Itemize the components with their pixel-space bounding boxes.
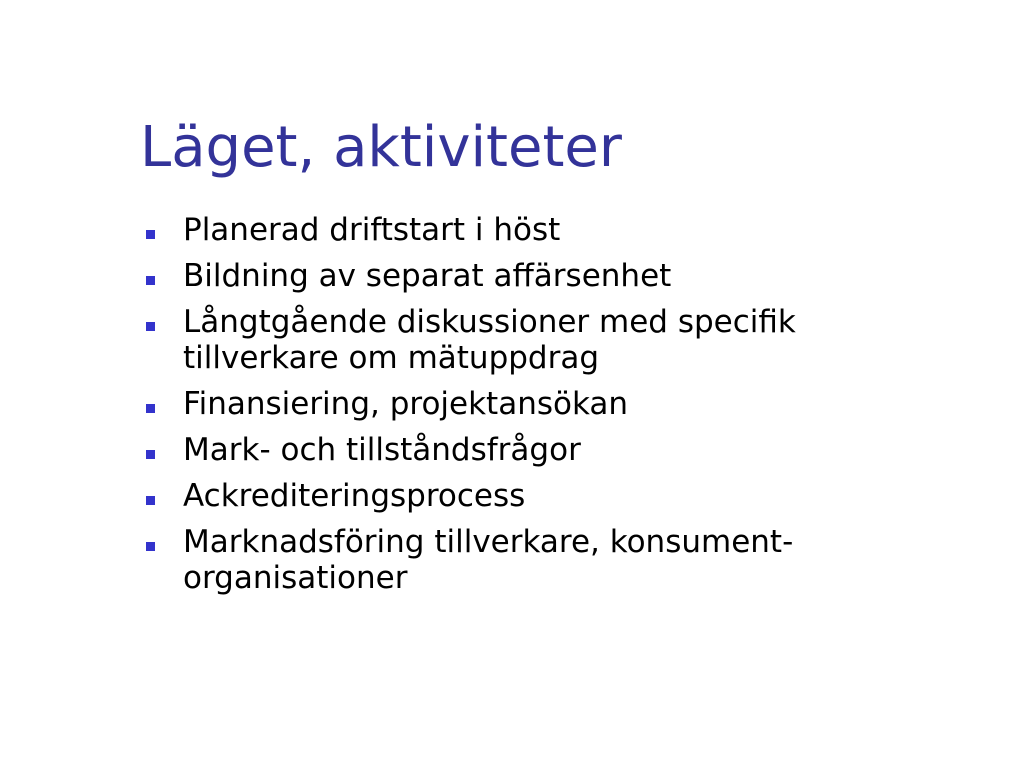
bullet-text: Mark- och tillståndsfrågor — [183, 432, 581, 468]
slide-title: Läget, aktiviteter — [140, 115, 622, 180]
square-bullet-icon — [146, 276, 155, 285]
square-bullet-icon — [146, 496, 155, 505]
square-bullet-icon — [146, 542, 155, 551]
bullet-text: Planerad driftstart i höst — [183, 212, 561, 248]
bullet-text: Bildning av separat affärsenhet — [183, 258, 672, 294]
bullet-item — [140, 524, 1000, 596]
bullet-item — [140, 304, 1000, 376]
bullet-item — [140, 478, 1000, 514]
bullet-item — [140, 212, 1000, 248]
bullet-text: Långtgående diskussioner med specifik tillverkare om mätuppdrag — [183, 304, 796, 376]
bullet-text: Marknadsföring tillverkare, konsument- organisationer — [183, 524, 794, 596]
bullet-item — [140, 258, 1000, 294]
bullet-text: Ackrediteringsprocess — [183, 478, 526, 514]
square-bullet-icon — [146, 404, 155, 413]
bullet-text: Finansiering, projektansökan — [183, 386, 629, 422]
square-bullet-icon — [146, 230, 155, 239]
bullet-list — [140, 212, 1000, 606]
bullet-item — [140, 432, 1000, 468]
square-bullet-icon — [146, 322, 155, 331]
bullet-item — [140, 386, 1000, 422]
square-bullet-icon — [146, 450, 155, 459]
